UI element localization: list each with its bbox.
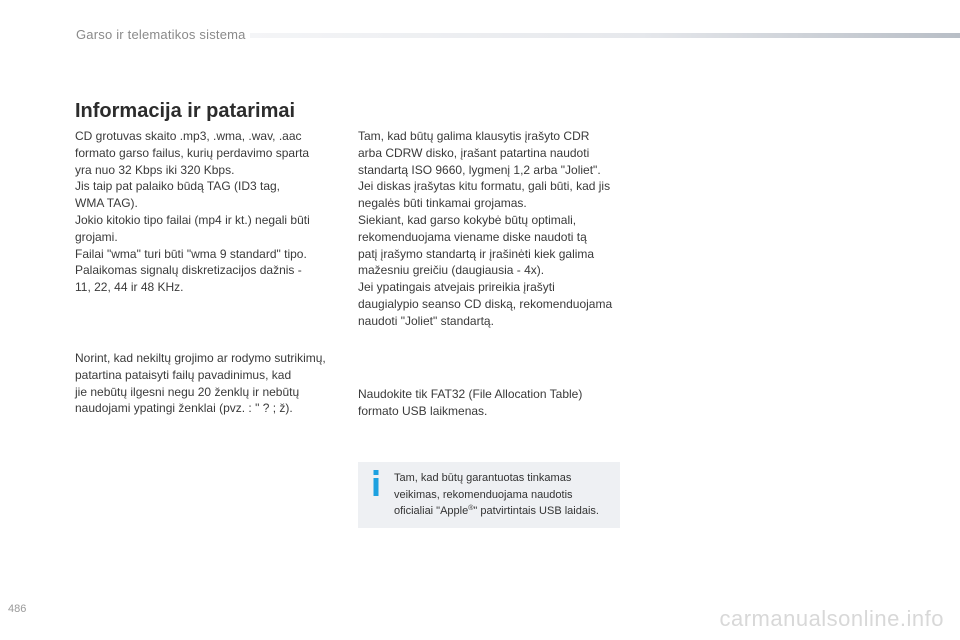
info-note-box <box>358 462 620 528</box>
text-line: Jis taip pat palaiko būdą TAG (ID3 tag, <box>75 179 281 194</box>
text-line: grojami. <box>75 229 118 244</box>
text-line: negalės būti tinkamai grojamas. <box>358 196 527 211</box>
info-line-3-after: " patvirtintais USB laidais. <box>473 505 599 517</box>
right-paragraph-usb <box>358 386 582 420</box>
text-line: Jokio kitokio tipo failai (mp4 ir kt.) negali būti <box>75 212 310 227</box>
page-number: 486 <box>8 603 27 615</box>
info-line-3-before: oficialiai "Apple <box>394 505 469 517</box>
text-line: WMA TAG). <box>75 196 138 211</box>
text-line: jie nebūtų ilgesni negu 20 ženklų ir nebūtų <box>75 384 300 399</box>
info-line: veikimas, rekomenduojama naudotis <box>394 488 573 501</box>
text-line: formato garso failus, kurių perdavimo sparta <box>75 145 310 160</box>
text-line: Naudokite tik FAT32 (File Allocation Table) <box>358 387 583 401</box>
text-line: patartina pataisyti failų pavadinimus, kad <box>75 367 292 382</box>
right-paragraph-cd-burning <box>358 128 612 330</box>
text-line: yra nuo 32 Kbps iki 320 Kbps. <box>75 162 235 177</box>
text-line: mažesniu greičiu (daugiausia - 4x). <box>358 263 545 278</box>
text-line: 11, 22, 44 ir 48 KHz. <box>75 280 184 295</box>
text-line: naudojami ypatingi ženklai (pvz. : " ? ; ž). <box>75 401 293 416</box>
text-line: Jei ypatingais atvejais prireikia įrašyti <box>358 280 555 295</box>
text-line: standartą ISO 9660, lygmenį 1,2 arba "Joliet". <box>358 162 601 177</box>
text-line: Norint, kad nekiltų grojimo ar rodymo sutrikimų, <box>75 351 326 365</box>
page-title: Informacija ir patarimai <box>75 100 296 122</box>
text-line: naudoti "Joliet" standartą. <box>358 313 494 328</box>
text-line: rekomenduojama viename diske naudoti tą <box>358 229 587 244</box>
info-line-3 <box>394 503 599 520</box>
registered-mark: ® <box>468 505 474 512</box>
watermark: carmanualsonline.info <box>719 606 944 631</box>
text-line: Siekiant, kad garso kokybė būtų optimali, <box>358 212 577 227</box>
info-note-text <box>394 470 599 520</box>
header-section-title: Garso ir telematikos sistema <box>76 27 246 42</box>
info-icon <box>370 470 382 498</box>
info-icon-stem <box>374 478 379 496</box>
header-rule <box>250 33 960 38</box>
text-line: CD grotuvas skaito .mp3, .wma, .wav, .aac <box>75 129 302 143</box>
text-line: Jei diskas įrašytas kitu formatu, gali būti, kad jis <box>358 179 611 194</box>
text-line: Palaikomas signalų diskretizacijos dažnis - <box>75 263 302 278</box>
text-line: arba CDRW disko, įrašant patartina naudoti <box>358 145 590 160</box>
info-line: Tam, kad būtų garantuotas tinkamas <box>394 472 572 484</box>
text-line: Tam, kad būtų galima klausytis įrašyto CDR <box>358 129 590 143</box>
info-icon-dot <box>374 470 379 475</box>
text-line: Failai "wma" turi būti "wma 9 standard" tipo. <box>75 246 307 261</box>
left-paragraph-filenames <box>75 350 326 417</box>
text-line: formato USB laikmenas. <box>358 403 488 418</box>
text-line: patį įrašymo standartą ir įrašinėti kiek galima <box>358 246 595 261</box>
text-line: daugialypio seanso CD diską, rekomenduojama <box>358 296 613 311</box>
left-paragraph-formats <box>75 128 310 296</box>
